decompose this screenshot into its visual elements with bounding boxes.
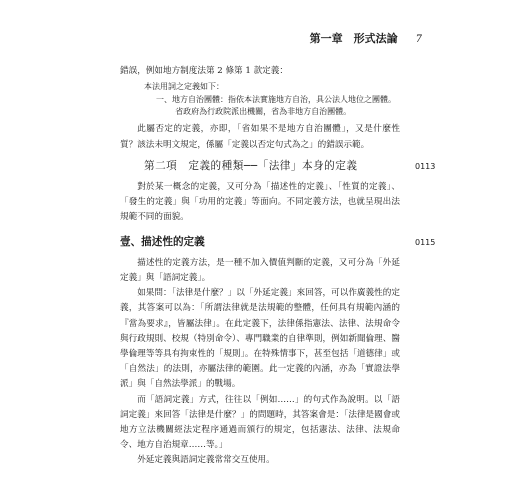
paragraph: 如果問：「法律是什麼？」以「外延定義」來回答，可以作廣義性的定義，其答案可以為：「所謂法律就是法規範的整體，任何具有規範內涵的『當為要求』，皆屬法律」。在此定義下，法律係指憲法、法律、法規命令與行政規則、校規（特別命令）、專門職業的自律準則，例如新聞倫理、醫學倫理等等具有拘束性的「規則」。在特殊情事下，甚至包括「道德律」或「自然法」的法則，亦屬法律的範圍。此一定義的內涵，亦為「實證法學派」與「自然法學派」的戰場。 [120,288,400,390]
paragraph: 錯誤，例如地方制度法第 2 條第 1 款定義： [120,66,288,76]
subheading-row [120,235,436,250]
margin-number: 0115 [415,237,436,247]
subheading: 壹、描述性的定義 [120,235,205,248]
paragraph: 描述性的定義方法，是一種不加入價值判斷的定義，又可分為「外延定義」與「語詞定義」。 [120,257,400,284]
running-header [310,30,422,46]
section-heading-row [120,159,436,174]
paragraph: 外延定義與語詞定義常常交互使用。 [137,455,275,466]
quote-title: 本法用詞之定義如下： [144,82,224,92]
quote-item: 一、地方自治團體：指依本法實施地方自治，具公法人地位之團體。省政府為行政院派出機關，省為非地方自治團體。 [156,94,396,117]
margin-number: 0113 [415,161,436,171]
page-body [120,64,436,469]
chapter-title: 第一章 形式法論 [309,32,398,45]
section-title: 第二項 定義的種類──「法律」本身的定義 [144,159,358,172]
paragraph: 而「語詞定義」方式，往往以「例如……」的句式作為說明。以「語詞定義」來回答「法律是什麼？」的問題時，其答案會是：「法律是國會或地方立法機關經法定程序通過而頒行的規定，包括憲法、法律、法規命令、地方自治規章……等。」 [120,394,400,451]
paragraph: 對於某一概念的定義，又可分為「描述性的定義」、「性質的定義」、「發生的定義」與「功用的定義」等面向。不同定義方法，也就呈現出法規範不同的面貌。 [120,182,400,223]
page-number: 7 [415,34,422,45]
statute-quote [132,81,400,118]
paragraph: 此屬否定的定義，亦即，「省如果不是地方自治團體」，又是什麼性質？該法未明文規定，係屬「定義以否定句式為之」的錯誤示範。 [120,124,400,150]
